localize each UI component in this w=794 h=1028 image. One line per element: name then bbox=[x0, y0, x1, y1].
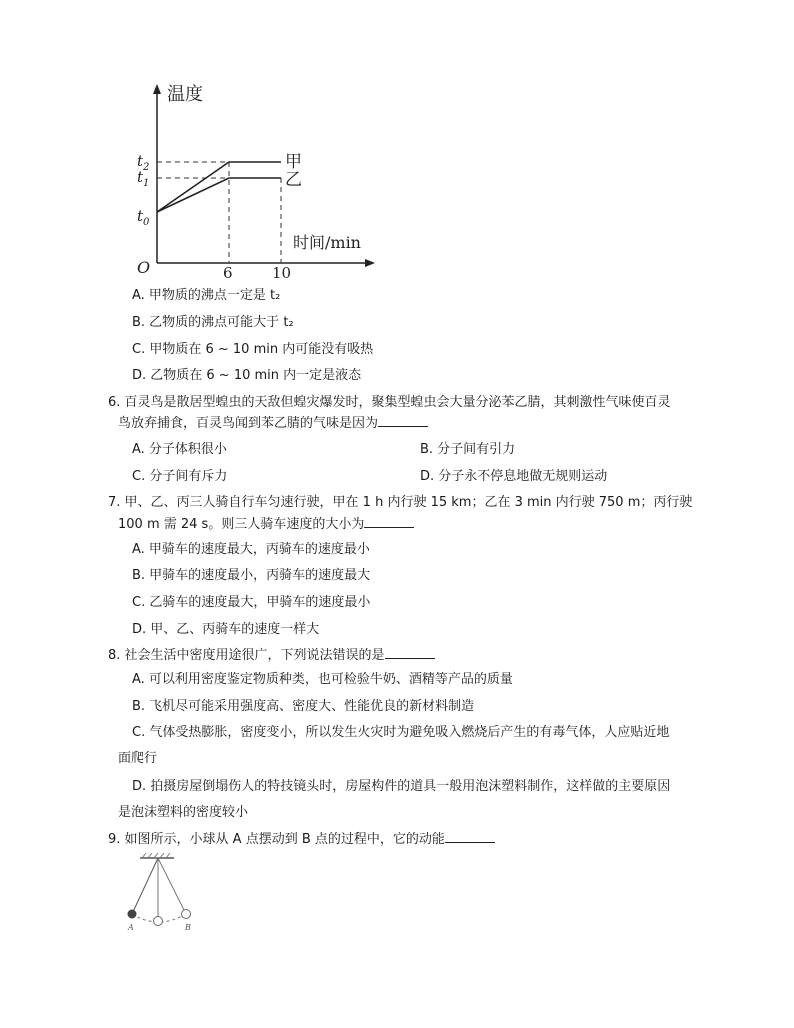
q6-option-d: D. 分子永不停息地做无规则运动 bbox=[420, 469, 608, 484]
answer-blank bbox=[385, 646, 435, 659]
temperature-time-graph bbox=[125, 78, 385, 283]
answer-blank bbox=[445, 830, 495, 843]
answer-blank bbox=[378, 414, 428, 427]
q7-option-d: D. 甲、乙、丙骑车的速度一样大 bbox=[132, 622, 320, 637]
t0-label: $t_0$ bbox=[137, 207, 150, 228]
point-a-label: A bbox=[128, 923, 134, 932]
q8-option-b: B. 飞机尽可能采用强度高、密度大、性能优良的新材料制造 bbox=[132, 699, 475, 714]
x-axis-label: 时间/min bbox=[293, 233, 361, 252]
pendulum-figure bbox=[122, 852, 202, 932]
q9-stem-text: 9. 如图所示，小球从 A 点摆动到 B 点的过程中，它的动能 bbox=[108, 832, 445, 847]
q7-stem-text: 100 m 需 24 s。则三人骑车速度的大小为 bbox=[118, 517, 365, 532]
q5-option-c: C. 甲物质在 6 ~ 10 min 内可能没有吸热 bbox=[132, 342, 374, 357]
q5-option-d: D. 乙物质在 6 ~ 10 min 内一定是液态 bbox=[132, 368, 362, 383]
q8-option-d-line2: 是泡沫塑料的密度较小 bbox=[118, 805, 249, 820]
ball-at-a bbox=[128, 910, 137, 919]
q5-option-a: A. 甲物质的沸点一定是 t₂ bbox=[132, 288, 281, 303]
q6-option-b: B. 分子间有引力 bbox=[420, 442, 516, 457]
x-axis-arrow bbox=[365, 259, 375, 267]
t1-label: $t_1$ bbox=[137, 168, 150, 189]
q7-option-a: A. 甲骑车的速度最大，丙骑车的速度最小 bbox=[132, 542, 370, 557]
q8-option-c-line2: 面爬行 bbox=[118, 751, 158, 766]
label-jia: 甲 bbox=[285, 152, 302, 172]
ball-bottom bbox=[154, 917, 163, 926]
q7-stem-line1: 7. 甲、乙、丙三人骑自行车匀速行驶，甲在 1 h 内行驶 15 km；乙在 3 min 内行驶 750 m；丙行驶 bbox=[108, 495, 693, 510]
q9-stem bbox=[108, 830, 495, 850]
y-axis-arrow bbox=[153, 84, 161, 94]
q6-option-c: C. 分子间有斥力 bbox=[132, 469, 228, 484]
q8-option-c-line1: C. 气体受热膨胀，密度变小，所以发生火灾时为避免吸入燃烧后产生的有毒气体，人应贴近地 bbox=[132, 725, 670, 740]
q8-stem bbox=[108, 646, 435, 666]
y-axis-label: 温度 bbox=[167, 84, 203, 105]
q8-option-d-line1: D. 拍摄房屋倒塌伤人的特技镜头时，房屋构件的道具一般用泡沫塑料制作，这样做的主要原因 bbox=[132, 779, 671, 794]
string-left bbox=[132, 858, 158, 914]
x-tick-6: 6 bbox=[223, 264, 233, 282]
ball-at-b bbox=[182, 910, 191, 919]
q6-stem-line1: 6. 百灵鸟是散居型蝗虫的天敌但蝗灾爆发时，聚集型蝗虫会大量分泌苯乙腈，其刺激性气味使百灵 bbox=[108, 395, 671, 410]
answer-blank bbox=[364, 515, 414, 528]
x-tick-10: 10 bbox=[272, 264, 292, 282]
q8-option-a: A. 可以利用密度鉴定物质种类，也可检验牛奶、酒精等产品的质量 bbox=[132, 672, 513, 687]
q5-option-b: B. 乙物质的沸点可能大于 t₂ bbox=[132, 315, 294, 330]
t2-label: $t_2$ bbox=[137, 152, 150, 173]
label-yi: 乙 bbox=[285, 170, 302, 190]
q7-option-b: B. 甲骑车的速度最小，丙骑车的速度最大 bbox=[132, 568, 371, 583]
q7-option-c: C. 乙骑车的速度最大，甲骑车的速度最小 bbox=[132, 595, 371, 610]
curve-jia bbox=[157, 162, 281, 212]
q6-stem-text: 鸟放弃捕食，百灵鸟闻到苯乙腈的气味是因为 bbox=[118, 416, 379, 431]
curve-yi bbox=[157, 178, 281, 212]
point-b-label: B bbox=[185, 923, 191, 932]
q8-stem-text: 8. 社会生活中密度用途很广，下列说法错误的是 bbox=[108, 648, 385, 663]
q7-stem-line2 bbox=[118, 515, 414, 535]
q6-stem-line2 bbox=[118, 414, 428, 434]
origin-label: O bbox=[137, 258, 151, 277]
q6-option-a: A. 分子体积很小 bbox=[132, 442, 227, 457]
string-right bbox=[158, 858, 186, 914]
